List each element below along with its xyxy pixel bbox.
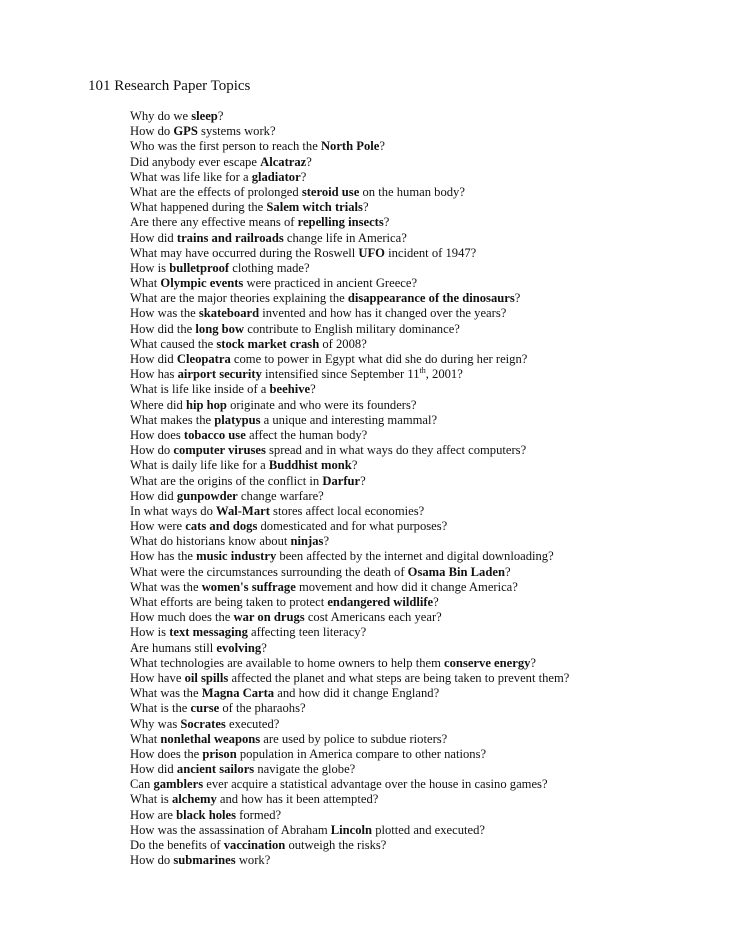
topic-text bbox=[130, 853, 270, 868]
topic-text-part: In what ways do bbox=[130, 503, 217, 518]
topic-text-part: plotted and executed? bbox=[372, 822, 486, 837]
topic-text-part: What happened during the bbox=[130, 200, 267, 215]
topic-text-part: ? bbox=[504, 564, 511, 579]
topic-keyword: UFO bbox=[358, 245, 385, 260]
topic-keyword: gunpowder bbox=[176, 488, 238, 503]
topic-text bbox=[130, 656, 536, 671]
topic-text-part: affected the planet and what steps are being taken to prevent them? bbox=[228, 670, 570, 685]
topic-text-part: stores affect local economies? bbox=[269, 503, 425, 518]
topic-text bbox=[130, 231, 407, 246]
topic-text-part: were practiced in ancient Greece? bbox=[243, 276, 418, 291]
topic-keyword: gladiator bbox=[251, 169, 301, 184]
topic-text-part: outweigh the risks? bbox=[285, 838, 387, 852]
topic-keyword: sleep bbox=[191, 109, 218, 123]
topic-text bbox=[130, 109, 223, 124]
topic-text-part: ever acquire a statistical advantage over the house in casino games? bbox=[203, 777, 548, 792]
topic-text bbox=[130, 124, 276, 139]
topic-keyword: evolving bbox=[216, 640, 262, 655]
topic-text bbox=[130, 155, 312, 170]
topic-text bbox=[130, 170, 306, 185]
topic-text-part: Where did bbox=[130, 397, 186, 412]
topic-text-part: How is bbox=[130, 625, 170, 640]
topic-keyword: Osama Bin Laden bbox=[407, 564, 505, 579]
topic-text bbox=[130, 732, 447, 747]
topic-text-part: How did bbox=[130, 230, 177, 245]
topic-text-part: invented and how has it changed over the years? bbox=[259, 306, 507, 321]
topic-text-part: navigate the globe? bbox=[254, 762, 356, 777]
topic-text-part: of 2008? bbox=[319, 336, 367, 351]
topic-text-part: cost Americans each year? bbox=[304, 610, 442, 625]
topic-text bbox=[130, 246, 476, 261]
topic-text-part: How do bbox=[130, 443, 174, 458]
topic-keyword: Socrates bbox=[180, 716, 226, 731]
topic-text bbox=[130, 610, 442, 625]
topic-text-part: Do the benefits of bbox=[130, 838, 224, 852]
topic-text-part: intensified since September 11 bbox=[261, 367, 420, 382]
topic-keyword: ancient sailors bbox=[176, 762, 255, 777]
topic-text-part: How does bbox=[130, 427, 184, 442]
topic-text-part: What were the circumstances surrounding the death of bbox=[130, 564, 408, 579]
topic-text-part: What are the effects of prolonged bbox=[130, 184, 302, 199]
topic-text-part: are used by police to subdue rioters? bbox=[260, 731, 448, 746]
topic-text-part: ? bbox=[433, 595, 439, 609]
topic-text-part: How is bbox=[130, 260, 170, 275]
topic-text bbox=[130, 337, 367, 352]
topic-text bbox=[130, 595, 439, 610]
topic-text-part: What makes the bbox=[130, 412, 215, 427]
topic-text bbox=[130, 717, 279, 732]
topic-keyword: war on drugs bbox=[233, 610, 305, 625]
topic-text bbox=[130, 762, 355, 777]
topic-text-part: ? bbox=[379, 139, 385, 154]
topic-keyword: GPS bbox=[173, 124, 198, 139]
topic-keyword: North Pole bbox=[320, 139, 380, 154]
topic-keyword: ninjas bbox=[290, 534, 324, 549]
topic-text bbox=[130, 808, 281, 823]
topic-text bbox=[130, 519, 447, 534]
topic-keyword: Darfur bbox=[322, 473, 361, 488]
topic-text-part: How do bbox=[130, 124, 174, 139]
topic-keyword: repelling insects bbox=[297, 215, 384, 230]
topic-text-part: What is bbox=[130, 792, 172, 807]
topic-keyword: submarines bbox=[173, 853, 236, 868]
topic-text-part: domesticated and for what purposes? bbox=[257, 519, 448, 534]
topic-text bbox=[130, 777, 548, 792]
topic-text-part: contribute to English military dominance? bbox=[244, 321, 460, 336]
topic-text-part: originate and who were its founders? bbox=[226, 397, 417, 412]
topic-text-part: What are the major theories explaining the bbox=[130, 291, 348, 306]
topic-keyword: curse bbox=[190, 701, 220, 716]
topic-text-part: spread and in what ways do they affect computers? bbox=[265, 443, 527, 458]
topic-text-part: Who was the first person to reach the bbox=[130, 139, 321, 154]
topic-text bbox=[130, 823, 485, 838]
topic-keyword: hip hop bbox=[185, 397, 227, 412]
topic-text-part: How was the bbox=[130, 306, 199, 321]
topic-text-part: ? bbox=[383, 215, 390, 230]
topic-keyword: platypus bbox=[214, 412, 261, 427]
topic-text bbox=[130, 352, 527, 367]
topic-text-part: clothing made? bbox=[229, 260, 310, 275]
topic-text-part: How did bbox=[130, 352, 177, 366]
topic-text bbox=[130, 701, 306, 716]
topic-text-part: been affected by the internet and digital downloading? bbox=[276, 549, 554, 564]
topic-text-part: What technologies are available to home owners to help them bbox=[130, 655, 445, 670]
topic-text-part: ? bbox=[351, 458, 358, 473]
topic-text bbox=[130, 625, 366, 640]
topic-keyword: Buddhist monk bbox=[268, 458, 352, 473]
topic-text-part: systems work? bbox=[197, 124, 276, 139]
topic-text-part: How do bbox=[130, 853, 174, 868]
topic-text-part: of the pharaohs? bbox=[219, 701, 306, 716]
topic-text-part: ? bbox=[360, 473, 366, 488]
topic-text-part: population in America compare to other nations? bbox=[236, 746, 487, 761]
topic-keyword: gamblers bbox=[153, 777, 204, 792]
topic-text bbox=[130, 458, 357, 473]
topic-text-part: How were bbox=[130, 519, 186, 534]
topic-text-part: How does the bbox=[130, 746, 203, 761]
topic-text-part: What bbox=[130, 276, 161, 291]
topic-text bbox=[130, 215, 389, 230]
topic-keyword: Wal-Mart bbox=[216, 503, 270, 518]
topic-text-part: How did the bbox=[130, 321, 196, 336]
topic-text-part: movement and how did it change America? bbox=[295, 579, 518, 594]
topic-text-part: How have bbox=[130, 670, 185, 685]
topic-text bbox=[130, 686, 439, 701]
topic-text-part: How did bbox=[130, 488, 177, 503]
topic-text bbox=[130, 549, 554, 564]
topic-keyword: nonlethal weapons bbox=[160, 731, 261, 746]
topic-text bbox=[130, 641, 267, 656]
topic-text-part: What may have occurred during the Roswell bbox=[130, 245, 359, 260]
topic-text-part: incident of 1947? bbox=[384, 245, 477, 260]
ordinal-suffix: th bbox=[419, 366, 426, 376]
topic-text bbox=[130, 382, 316, 397]
topic-text-part: change life in America? bbox=[283, 230, 407, 245]
topic-text bbox=[130, 792, 378, 807]
topic-text-part: ? bbox=[261, 640, 267, 655]
topic-text-part: How much does the bbox=[130, 610, 234, 625]
topic-text-part: affecting teen literacy? bbox=[247, 625, 367, 640]
topic-text bbox=[130, 443, 526, 458]
topic-text-part: a unique and interesting mammal? bbox=[260, 412, 438, 427]
topic-keyword: bulletproof bbox=[169, 260, 230, 275]
topic-keyword: Alcatraz bbox=[260, 154, 307, 169]
topic-text-part: What efforts are being taken to protect bbox=[130, 595, 328, 609]
topic-text-part: What bbox=[130, 731, 161, 746]
topic-keyword: endangered wildlife bbox=[327, 595, 434, 609]
topic-text bbox=[130, 200, 369, 215]
topic-text-part: executed? bbox=[225, 716, 280, 731]
topic-text-part: Did anybody ever escape bbox=[130, 154, 261, 169]
topic-text-part: Can bbox=[130, 777, 154, 792]
topic-keyword: Olympic events bbox=[160, 276, 244, 291]
topic-keyword: steroid use bbox=[301, 184, 360, 199]
topic-keyword: long bow bbox=[195, 321, 245, 336]
topic-text-part: Are there any effective means of bbox=[130, 215, 298, 230]
topic-text-part: change warfare? bbox=[237, 488, 324, 503]
topic-text bbox=[130, 504, 424, 519]
topic-text-part: How did bbox=[130, 762, 177, 777]
topic-text bbox=[130, 474, 366, 489]
topic-text bbox=[130, 489, 324, 504]
topic-keyword: alchemy bbox=[171, 792, 217, 807]
topic-text-part: Are humans still bbox=[130, 640, 217, 655]
topic-text-part: come to power in Egypt what did she do during her reign? bbox=[230, 352, 528, 366]
topic-text-part: ? bbox=[300, 169, 307, 184]
topic-text-part: What was the bbox=[130, 686, 202, 701]
topic-text bbox=[130, 367, 463, 382]
topic-keyword: beehive bbox=[269, 382, 311, 397]
topic-text bbox=[130, 671, 569, 686]
topic-keyword: skateboard bbox=[198, 306, 260, 321]
topic-text bbox=[130, 291, 520, 306]
topic-text-part: ? bbox=[362, 200, 369, 215]
topic-keyword: text messaging bbox=[169, 625, 248, 640]
topic-keyword: black holes bbox=[176, 807, 237, 822]
topic-text-part: Why do we bbox=[130, 109, 192, 123]
topic-text bbox=[130, 565, 511, 580]
topic-text-part: How are bbox=[130, 807, 177, 822]
topic-text bbox=[130, 747, 486, 762]
topic-text-part: What are the origins of the conflict in bbox=[130, 473, 323, 488]
topic-keyword: tobacco use bbox=[183, 427, 246, 442]
topic-text bbox=[130, 185, 465, 200]
topic-keyword: Magna Carta bbox=[201, 686, 275, 701]
topic-text bbox=[130, 261, 310, 276]
topic-text-part: How has the bbox=[130, 549, 197, 564]
document-title: 101 Research Paper Topics bbox=[88, 78, 251, 94]
topic-keyword: women's suffrage bbox=[201, 579, 296, 594]
topic-text bbox=[130, 322, 460, 337]
topic-text bbox=[130, 838, 386, 853]
topic-keyword: Lincoln bbox=[330, 822, 373, 837]
topic-keyword: conserve energy bbox=[444, 655, 531, 670]
topic-keyword: Salem witch trials bbox=[266, 200, 363, 215]
topic-keyword: disappearance of the dinosaurs bbox=[347, 291, 515, 306]
topic-text-part: What is life like inside of a bbox=[130, 382, 270, 397]
topic-text-part: and how has it been attempted? bbox=[216, 792, 379, 807]
topic-keyword: stock market crash bbox=[216, 336, 320, 351]
topic-text bbox=[130, 534, 329, 549]
topic-keyword: music industry bbox=[196, 549, 277, 564]
topic-text-part: and how did it change England? bbox=[274, 686, 440, 701]
topic-text-part: What do historians know about bbox=[130, 534, 291, 549]
topic-text bbox=[130, 276, 417, 291]
topic-text-part: on the human body? bbox=[359, 184, 465, 199]
topic-text-part: ? bbox=[306, 154, 312, 169]
topic-text-part: ? bbox=[217, 109, 224, 123]
topic-text-part: What was the bbox=[130, 579, 202, 594]
topic-text-part: What is the bbox=[130, 701, 191, 716]
topic-text-part: work? bbox=[235, 853, 271, 868]
topic-text-part: How was the assassination of Abraham bbox=[130, 822, 331, 837]
topic-text bbox=[130, 139, 385, 154]
topic-text-part: Why was bbox=[130, 716, 181, 731]
topic-text bbox=[130, 398, 416, 413]
topic-text-part: What was life like for a bbox=[130, 169, 252, 184]
topic-text-part: ? bbox=[514, 291, 521, 306]
topic-text-part: affect the human body? bbox=[245, 427, 368, 442]
topic-text bbox=[130, 428, 367, 443]
topic-text bbox=[130, 580, 518, 595]
topic-keyword: prison bbox=[202, 746, 237, 761]
topic-keyword: vaccination bbox=[223, 838, 286, 852]
topic-text-part: ? bbox=[530, 655, 537, 670]
topic-keyword: cats and dogs bbox=[185, 519, 258, 534]
topic-text-part: What caused the bbox=[130, 336, 217, 351]
topic-keyword: oil spills bbox=[184, 670, 229, 685]
topic-text bbox=[130, 306, 506, 321]
topic-text-part: ? bbox=[323, 534, 330, 549]
topic-text-part: What is daily life like for a bbox=[130, 458, 269, 473]
topic-text-part: formed? bbox=[236, 807, 282, 822]
topic-keyword: trains and railroads bbox=[176, 230, 284, 245]
topic-text-part: , 2001? bbox=[425, 367, 463, 382]
topic-text bbox=[130, 413, 437, 428]
topic-keyword: airport security bbox=[177, 367, 262, 382]
topic-keyword: computer viruses bbox=[173, 443, 266, 458]
topic-text-part: How has bbox=[130, 367, 178, 382]
topic-text-part: ? bbox=[310, 382, 316, 397]
topic-keyword: Cleopatra bbox=[176, 352, 231, 366]
